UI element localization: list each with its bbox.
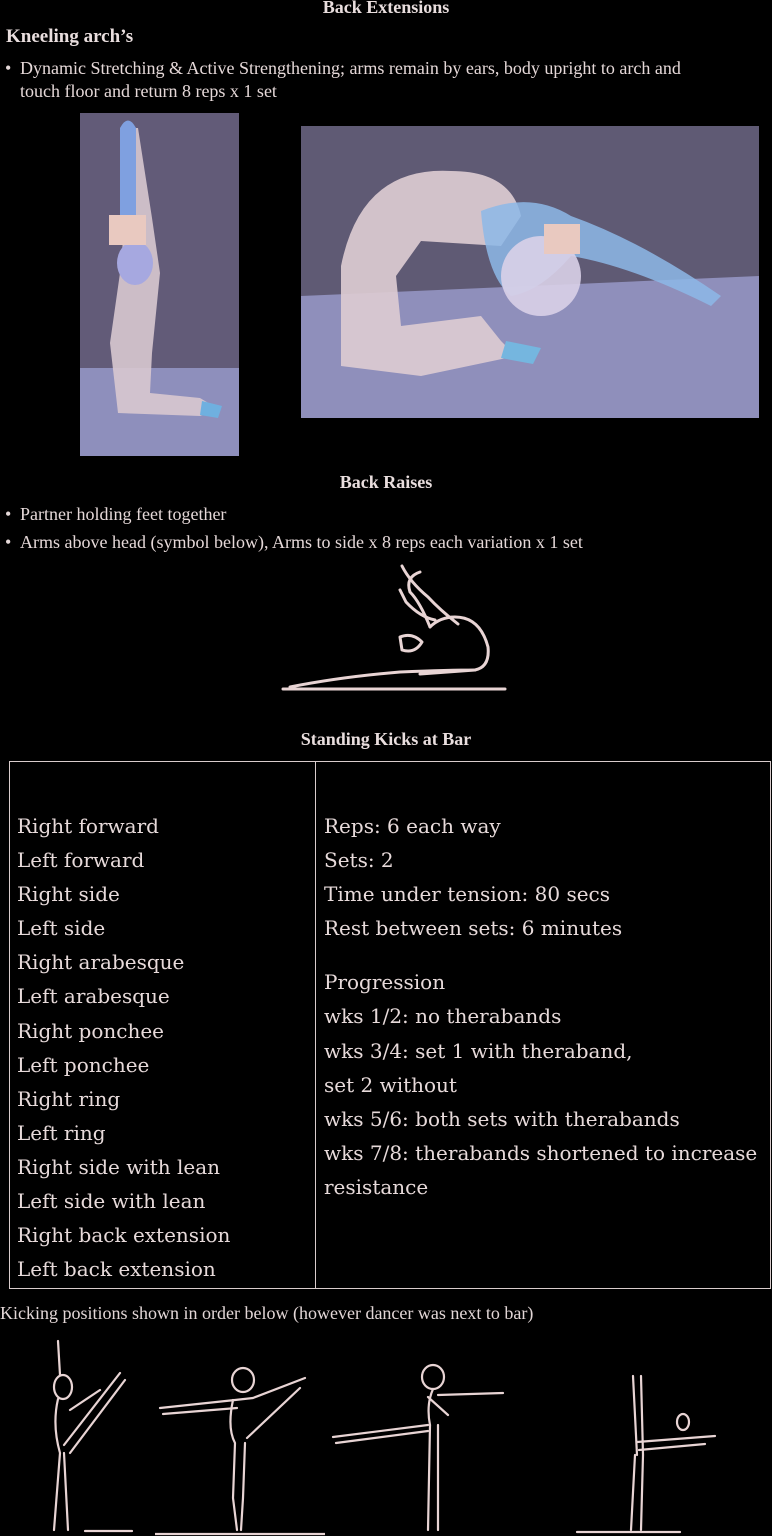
progression-item: wks 5/6: both sets with therabands	[324, 1106, 680, 1131]
kneeling-arch-subheading: Kneeling arch’s	[6, 26, 134, 47]
progression-item: set 2 without	[324, 1072, 457, 1097]
kick-positions-cell	[10, 762, 316, 1289]
progression-item: wks 1/2: no therabands	[324, 1004, 562, 1029]
standing-kicks-table	[9, 761, 771, 1289]
bullet-marker: •	[5, 532, 12, 552]
kneeling-upright-photo	[80, 113, 239, 456]
kick-prescription-cell	[316, 762, 771, 1289]
back-raises-bullets	[0, 500, 772, 556]
bullet-marker: •	[5, 58, 12, 78]
kick-position-item: Left forward	[17, 848, 145, 873]
kick-position-item: Left arabesque	[17, 984, 170, 1009]
censor-block	[109, 215, 146, 245]
bullet-text: Dynamic Stretching & Active Strengthening; arms remain by ears, body upright to arch and	[20, 58, 681, 78]
kick-position-item: Right side with lean	[17, 1154, 221, 1179]
back-raises-title: Back Raises	[339, 472, 433, 492]
censor-block	[544, 224, 580, 254]
back-extensions-title: Back Extensions	[322, 0, 450, 17]
kick-position-item: Left side with lean	[17, 1189, 206, 1214]
bullet-item	[0, 57, 772, 80]
standing-kicks-title: Standing Kicks at Bar	[300, 729, 472, 749]
kick-position-item: Left ring	[17, 1120, 106, 1145]
rest-text: Rest between sets: 6 minutes	[324, 916, 623, 941]
progression-item: wks 7/8: therabands shortened to increase	[324, 1140, 758, 1165]
kick-position-item: Right side	[17, 882, 120, 907]
kick-position-item: Right back extension	[17, 1223, 231, 1248]
bullet-item	[0, 528, 772, 556]
bullet-item	[0, 500, 772, 528]
progression-item: resistance	[324, 1174, 429, 1199]
kick-sketch-side	[155, 1358, 325, 1536]
progression-label: Progression	[324, 970, 446, 995]
bullet-text: touch floor and return 8 reps x 1 set	[20, 81, 277, 101]
sets-text: Sets: 2	[324, 848, 394, 873]
kick-sketch-forward	[30, 1335, 140, 1535]
time-under-tension-text: Time under tension: 80 secs	[324, 882, 611, 907]
kneeling-upright-figure	[80, 113, 239, 456]
reps-text: Reps: 6 each way	[324, 814, 501, 838]
kick-position-item: Right ponchee	[17, 1018, 165, 1043]
kick-position-item: Right forward	[17, 814, 159, 838]
bullet-text: Arms above head (symbol below), Arms to side x 8 reps each variation x 1 set	[20, 532, 583, 552]
kneeling-arch-photo	[301, 126, 759, 418]
spacer	[324, 945, 770, 965]
kneeling-arch-figure	[301, 126, 759, 418]
kick-position-item: Right ring	[17, 1086, 121, 1111]
kick-position-item: Left side	[17, 916, 106, 941]
progression-item: wks 3/4: set 1 with theraband,	[324, 1038, 633, 1063]
kick-sketch-ponchee	[575, 1370, 735, 1536]
bullet-text: Partner holding feet together	[20, 504, 227, 524]
kick-position-item: Left back extension	[17, 1257, 216, 1282]
kicking-positions-caption: Kicking positions shown in order below (however dancer was next to bar)	[0, 1303, 534, 1323]
bullet-item-continued	[0, 80, 772, 103]
bullet-marker: •	[5, 504, 12, 524]
back-raise-sketch	[280, 562, 510, 697]
kick-sketch-arabesque	[328, 1355, 513, 1535]
kick-position-item: Right arabesque	[17, 950, 185, 975]
back-extensions-bullets	[0, 57, 772, 103]
kick-position-item: Left ponchee	[17, 1052, 150, 1077]
